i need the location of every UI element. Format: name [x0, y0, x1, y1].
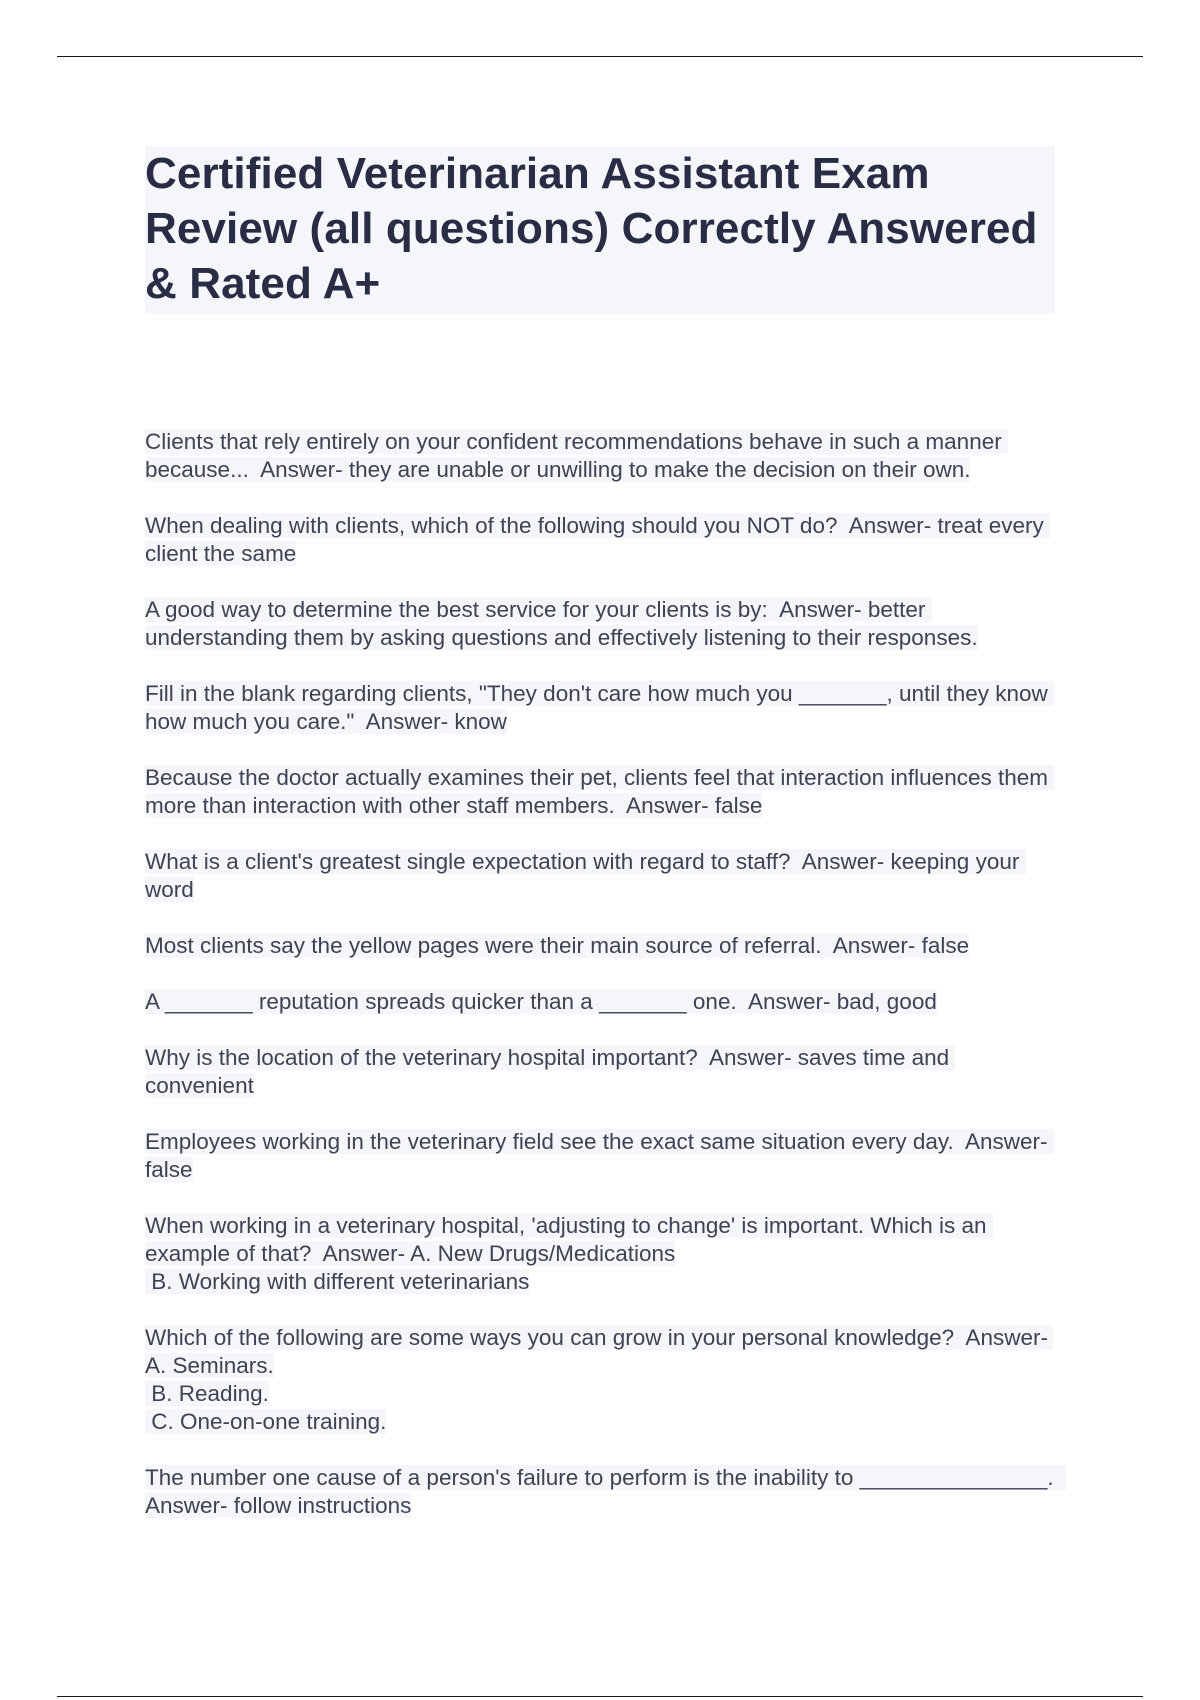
- page-bottom-rule: [57, 1696, 1143, 1697]
- qa-text: The number one cause of a person's failure to perform is the inability to _______________. Answer- follow instructions: [145, 1465, 1067, 1518]
- qa-item: [145, 1044, 1055, 1100]
- qa-text: A _______ reputation spreads quicker than a _______ one. Answer- bad, good: [145, 989, 937, 1014]
- qa-text: When working in a veterinary hospital, 'adjusting to change' is important. Which is an example of that? Answer- A. New Drugs/Medications B. Working with different veterinarians: [145, 1213, 993, 1294]
- qa-item: [145, 1212, 1055, 1296]
- qa-list: [145, 428, 1067, 1520]
- qa-item: [145, 932, 1055, 960]
- qa-text: Fill in the blank regarding clients, "They don't care how much you _______, until they know how much you care." Answer- know: [145, 681, 1055, 734]
- qa-item: [145, 1324, 1055, 1436]
- qa-item: [145, 680, 1055, 736]
- qa-item: [145, 848, 1055, 904]
- qa-text: When dealing with clients, which of the following should you NOT do? Answer- treat every client the same: [145, 513, 1051, 566]
- qa-text: Employees working in the veterinary field see the exact same situation every day. Answer- false: [145, 1129, 1054, 1182]
- qa-item: [145, 1128, 1055, 1184]
- qa-text: Why is the location of the veterinary hospital important? Answer- saves time and convenient: [145, 1045, 956, 1098]
- qa-text: Which of the following are some ways you can grow in your personal knowledge? Answer- A. Seminars. B. Reading. C. One-on-one training.: [145, 1325, 1053, 1434]
- qa-text: Clients that rely entirely on your confident recommendations behave in such a manner because... Answer- they are unable or unwilling to make the decision on their own.: [145, 429, 1008, 482]
- qa-text: What is a client's greatest single expectation with regard to staff? Answer- keeping your word: [145, 849, 1026, 902]
- qa-text: Most clients say the yellow pages were their main source of referral. Answer- false: [145, 933, 970, 958]
- qa-item: [145, 764, 1055, 820]
- qa-item: [145, 1464, 1067, 1520]
- document-title: Certified Veterinarian Assistant Exam Review (all questions) Correctly Answered & Rated A+: [145, 149, 1038, 308]
- document-body: [145, 146, 1067, 1548]
- qa-text: A good way to determine the best service for your clients is by: Answer- better understanding them by asking questions and effectively listening to their responses.: [145, 597, 978, 650]
- qa-item: [145, 512, 1055, 568]
- page-top-rule: [57, 56, 1143, 57]
- qa-item: [145, 428, 1055, 484]
- qa-item: [145, 988, 1055, 1016]
- qa-text: Because the doctor actually examines their pet, clients feel that interaction influences them more than interaction with other staff members. Answer- false: [145, 765, 1055, 818]
- qa-item: [145, 596, 1055, 652]
- title-block: [145, 146, 1055, 314]
